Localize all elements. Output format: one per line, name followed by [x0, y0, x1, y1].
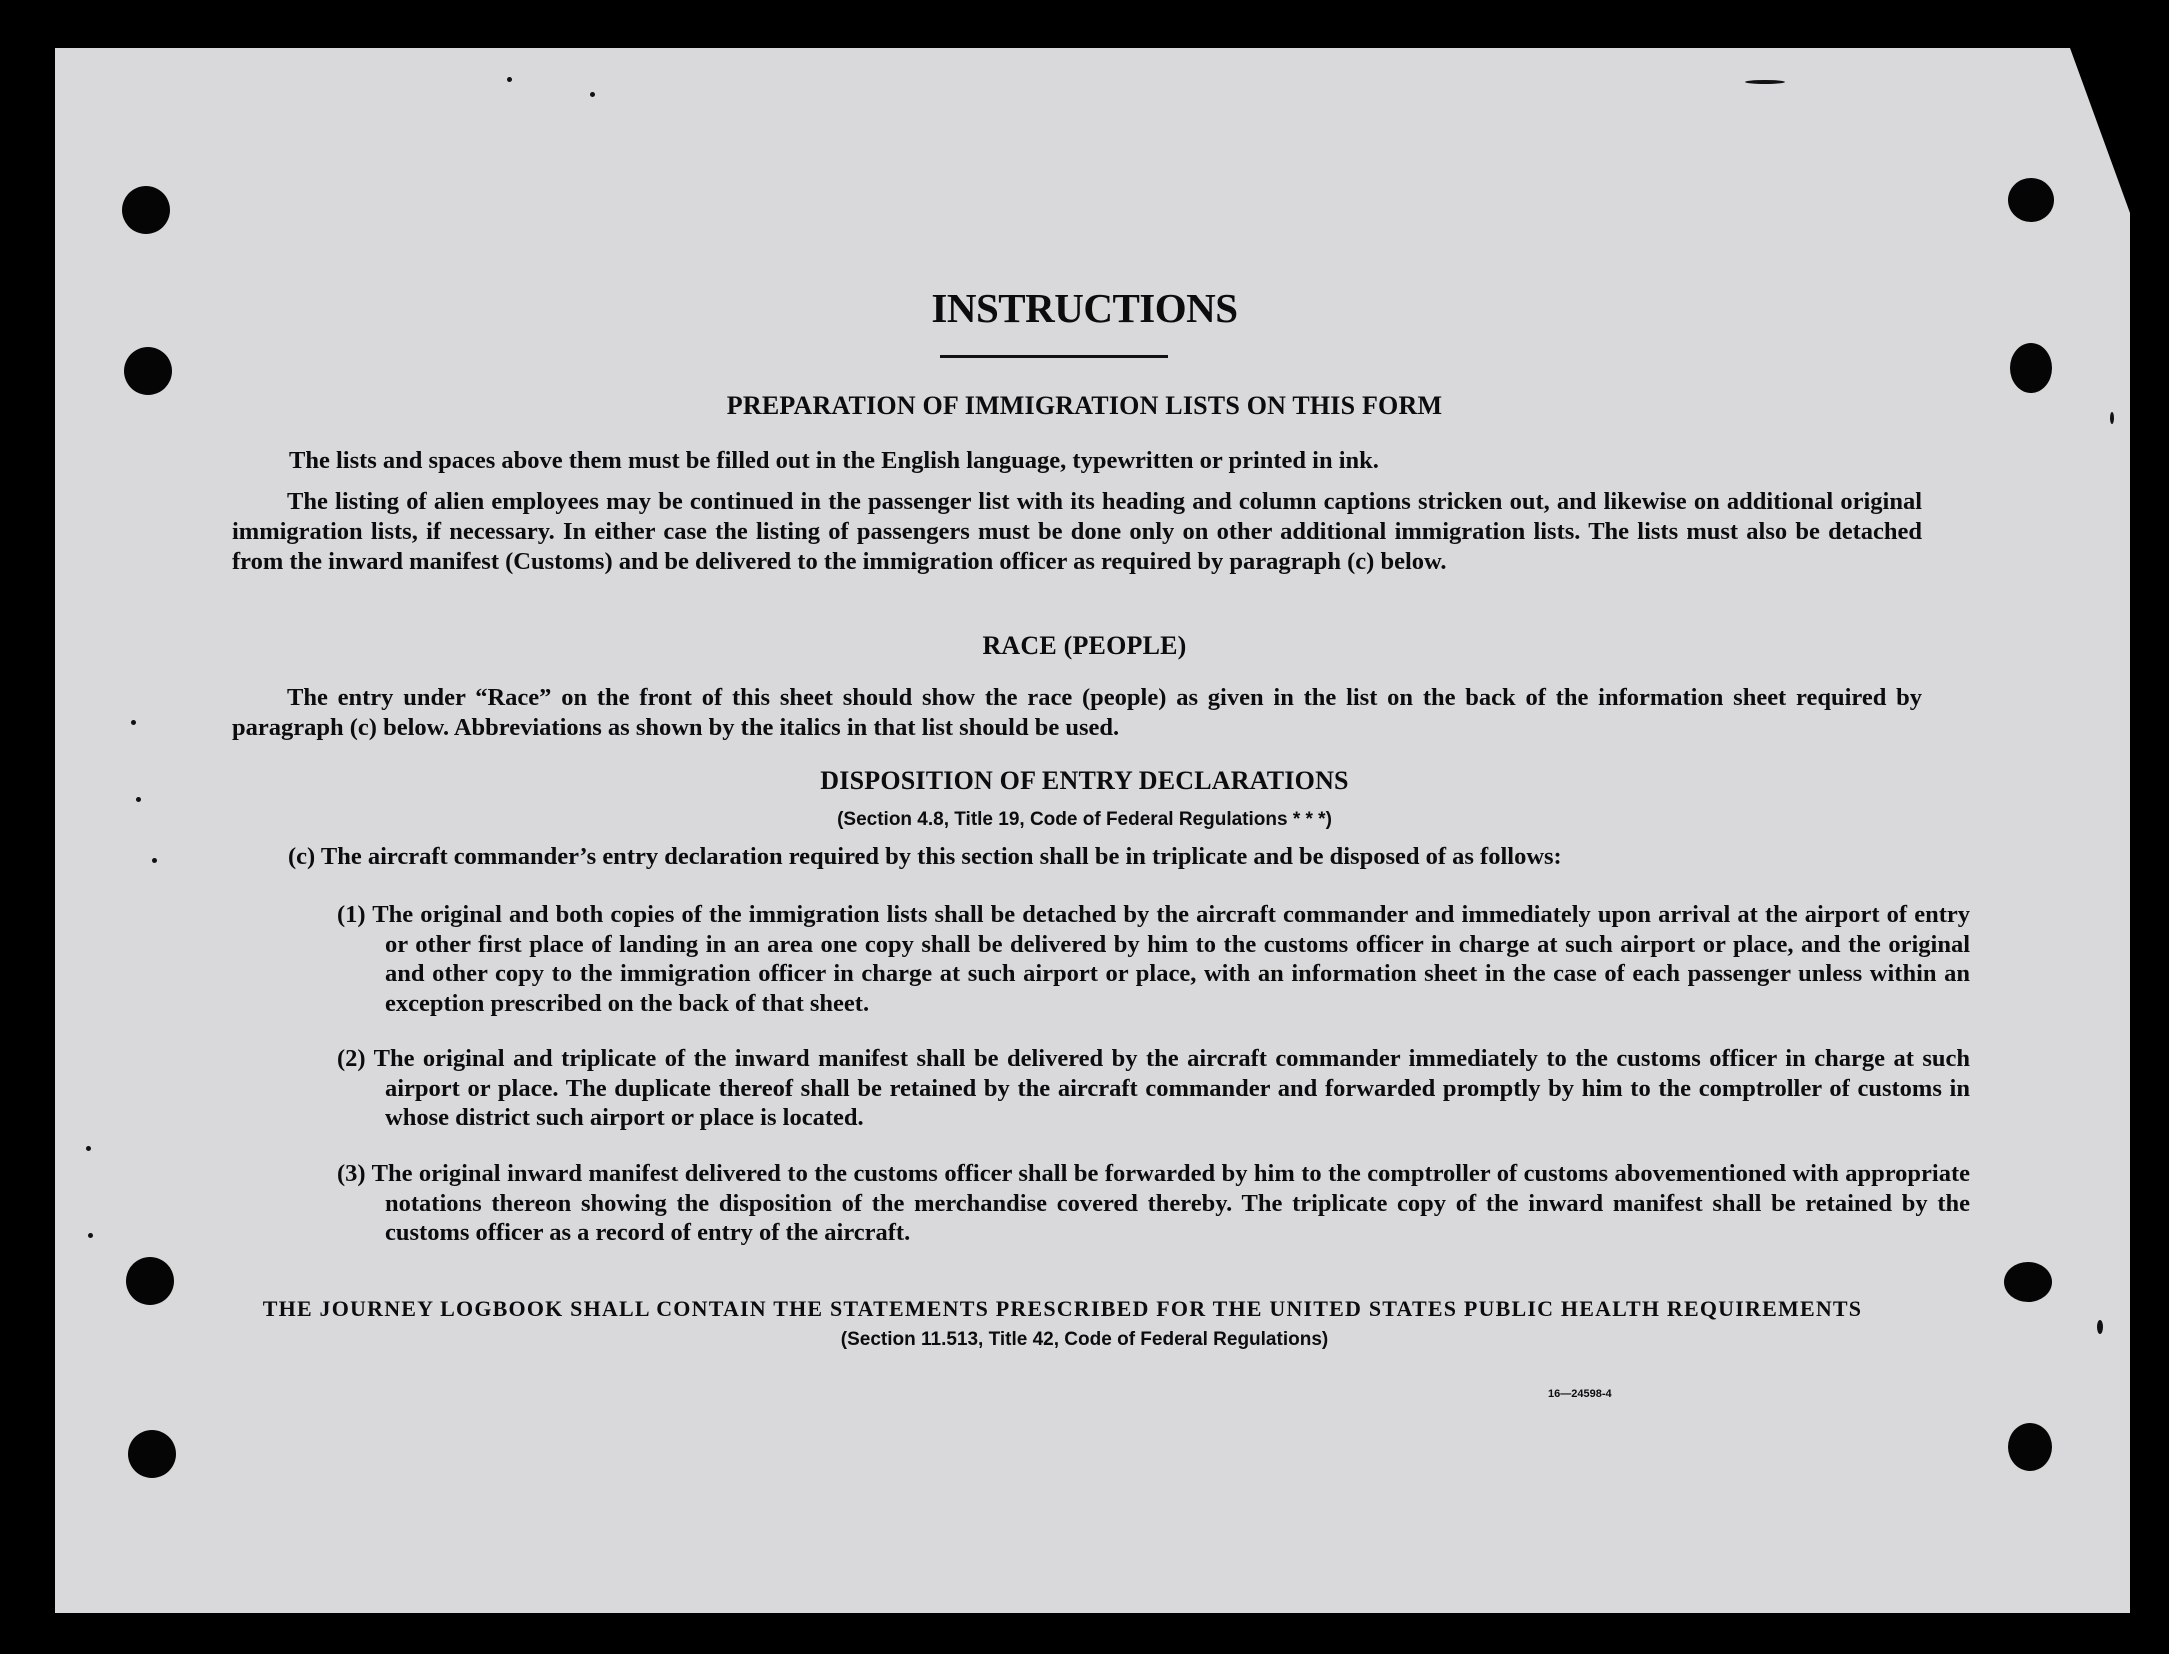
list-item-1: (1) The original and both copies of the immigration lists shall be detached by the aircraft commander and immediately upon arrival at the airport of entry or other first place of landing in an area one copy shall be delivered by him to the customs officer in charge at such airport or place, and the original and other copy to the immigration officer in charge at such airport or place, with an information sheet in the case of each passenger unless within an exception prescribed on the back of that sheet. [337, 901, 1970, 1017]
heading-race: RACE (PEOPLE) [982, 631, 1187, 660]
heading-disposition: DISPOSITION OF ENTRY DECLARATIONS [820, 766, 1349, 795]
list-item-2: (2) The original and triplicate of the inward manifest shall be delivered by the aircraft commander immediately to the customs officer in charge at such airport or place. The duplicate thereof shall be retained by the aircraft commander and forwarded promptly by him to the comptroller of customs in whose district such airport or place is located. [337, 1045, 1970, 1131]
footer-citation: (Section 11.513, Title 42, Code of Federal Regulations) [840, 1329, 1329, 1350]
paragraph-preparation-1: The lists and spaces above them must be filled out in the English language, typewritten or printed in ink. [289, 447, 1379, 474]
page-title: INSTRUCTIONS [931, 285, 1238, 331]
form-number: 16—24598-4 [1548, 1388, 1612, 1400]
citation-disposition: (Section 4.8, Title 19, Code of Federal Regulations * * *) [837, 809, 1332, 830]
footer-statement: THE JOURNEY LOGBOOK SHALL CONTAIN THE STATEMENTS PRESCRIBED FOR THE UNITED STATES PUBLIC HEALTH REQUIREMENTS [262, 1296, 1863, 1321]
heading-preparation: PREPARATION OF IMMIGRATION LISTS ON THIS FORM [726, 391, 1443, 420]
paragraph-preparation-2: The listing of alien employees may be continued in the passenger list with its heading and column captions stricken out, and likewise on additional original immigration lists, if necessary. In either case the listing of passengers must be done only on other additional immigration lists. The lists must also be detached from the inward manifest (Customs) and be delivered to the immigration officer as required by paragraph (c) below. [232, 488, 1922, 575]
paragraph-race: The entry under “Race” on the front of this sheet should show the race (people) as given in the list on the back of the information sheet required by paragraph (c) below. Abbreviations as shown by the italics in that list should be used. [232, 684, 1922, 741]
clause-c: (c) The aircraft commander’s entry declaration required by this section shall be in triplicate and be disposed of as follows: [288, 843, 1562, 870]
title-underline [940, 355, 1168, 358]
list-item-3: (3) The original inward manifest delivered to the customs officer shall be forwarded by him to the comptroller of customs abovementioned with appropriate notations thereon showing the disposition of the merchandise covered thereby. The triplicate copy of the inward manifest shall be retained by the customs officer as a record of entry of the aircraft. [337, 1160, 1970, 1246]
